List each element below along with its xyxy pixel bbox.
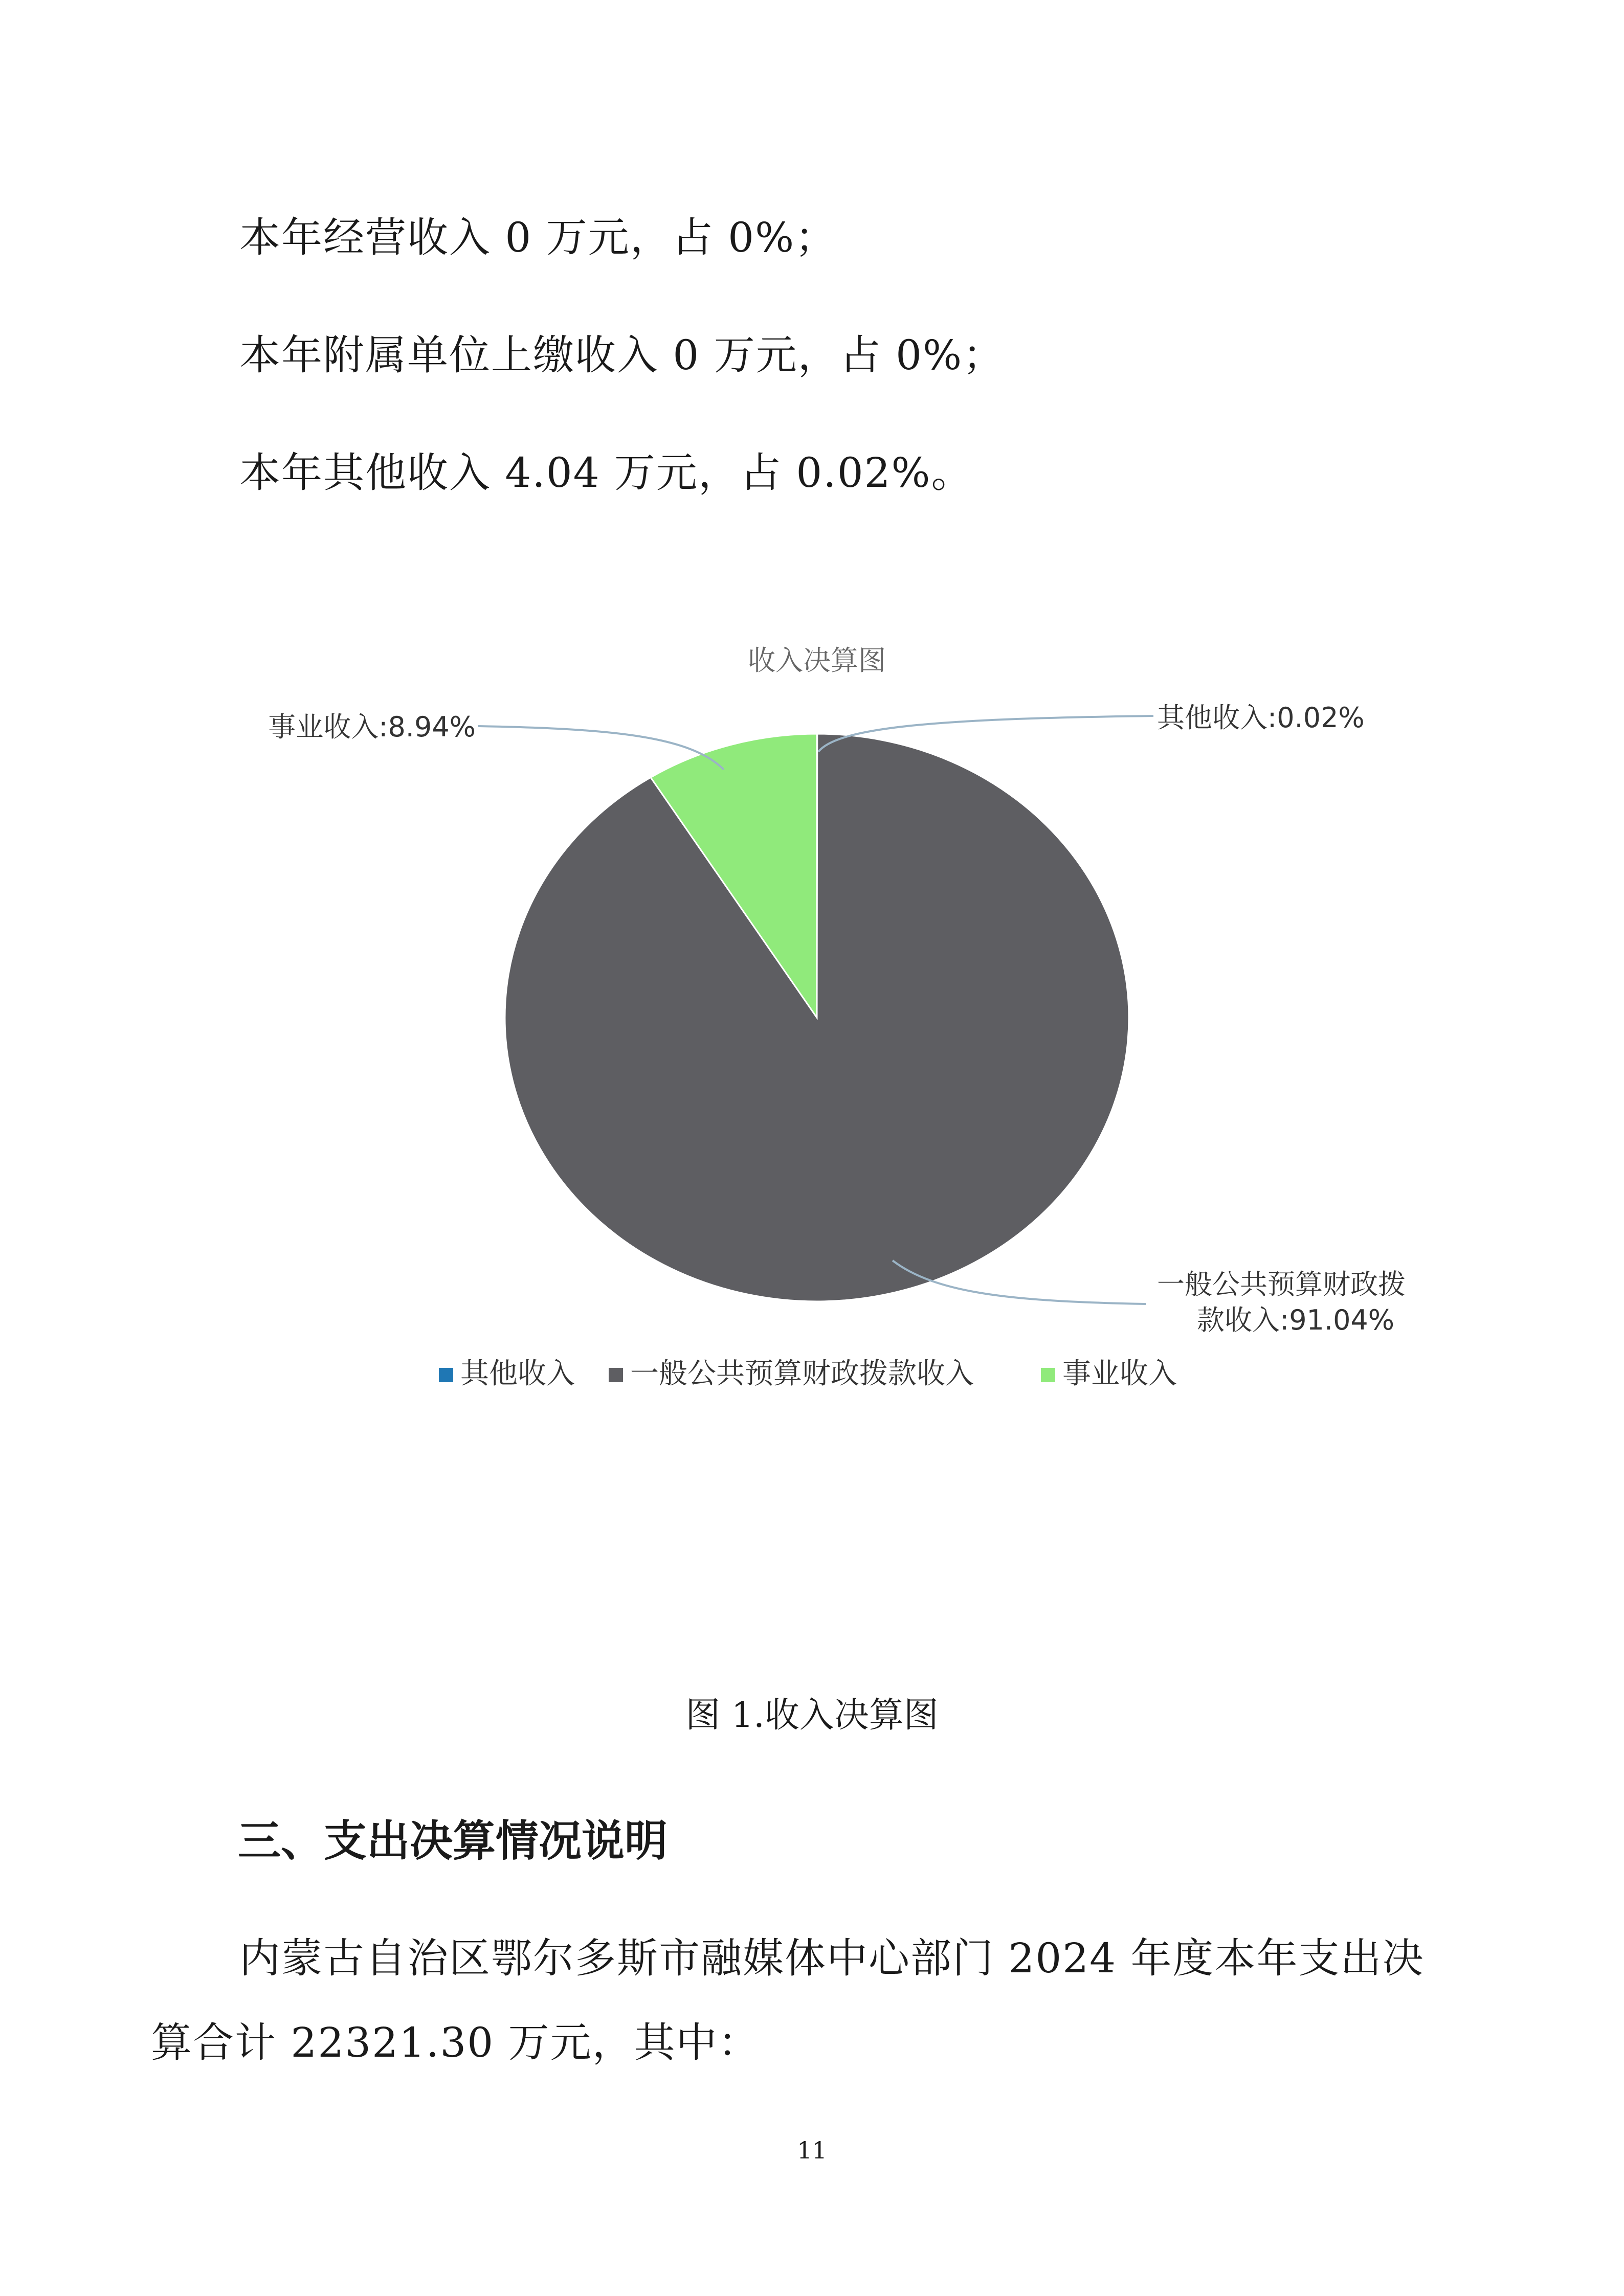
slice-label-other-income: 其他收入:0.02% bbox=[1157, 702, 1365, 734]
legend-swatch-other-income bbox=[439, 1368, 453, 1382]
chart-title: 收入决算图 bbox=[748, 644, 886, 677]
figure-caption: 图 1.收入决算图 bbox=[685, 1695, 939, 1736]
legend-label-business-income: 事业收入 bbox=[1062, 1357, 1177, 1390]
section-heading: 三、支出决算情况说明 bbox=[238, 1816, 668, 1866]
chart-legend bbox=[439, 1357, 1177, 1390]
legend-label-other-income: 其他收入 bbox=[460, 1357, 575, 1390]
paragraph-operating-income: 本年经营收入 0 万元，占 0%； bbox=[239, 214, 837, 261]
slice-label-general-budget-line1: 一般公共预算财政拨 bbox=[1157, 1268, 1406, 1300]
pie-slices bbox=[505, 734, 1129, 1301]
paragraph-expenditure-line2: 算合计 22321.30 万元，其中： bbox=[151, 2019, 760, 2066]
paragraph-expenditure-line1: 内蒙古自治区鄂尔多斯市融媒体中心部门 2024 年度本年支出决 bbox=[239, 1934, 1425, 1982]
legend-swatch-general-budget bbox=[609, 1368, 623, 1382]
slice-label-general-budget-line2: 款收入:91.04% bbox=[1197, 1304, 1395, 1336]
legend-swatch-business-income bbox=[1041, 1368, 1055, 1382]
legend-label-general-budget: 一般公共预算财政拨款收入 bbox=[630, 1357, 974, 1390]
paragraph-affiliate-income: 本年附属单位上缴收入 0 万元，占 0%； bbox=[239, 331, 1005, 379]
paragraph-other-income: 本年其他收入 4.04 万元，占 0.02%。 bbox=[239, 449, 973, 497]
slice-label-business-income: 事业收入:8.94% bbox=[268, 711, 476, 743]
page-number: 11 bbox=[797, 2136, 827, 2164]
